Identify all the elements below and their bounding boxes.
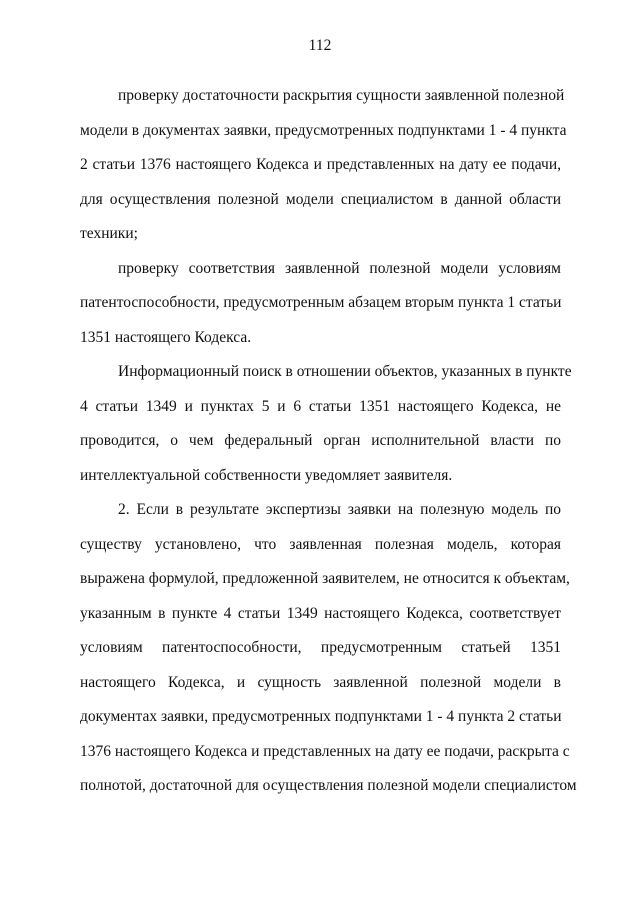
text-line: 4 статьи 1349 и пунктах 5 и 6 статьи 1351 настоящего Кодекса, не: [80, 398, 561, 415]
text-line: проверку соответствия заявленной полезной модели условиям: [118, 260, 561, 277]
text-line: существу установлено, что заявленная полезная модель, которая: [80, 536, 561, 553]
page-number: 112: [308, 37, 332, 54]
text-line: указанным в пункте 4 статьи 1349 настоящего Кодекса, соответствует: [80, 605, 561, 622]
text-line: условиям патентоспособности, предусмотренным статьей 1351: [80, 639, 561, 656]
text-line: 2. Если в результате экспертизы заявки на полезную модель по: [118, 501, 561, 518]
text-line: Информационный поиск в отношении объектов, указанных в пункте: [118, 363, 572, 380]
text-line: проверку достаточности раскрытия сущности заявленной полезной: [118, 87, 565, 104]
text-line: патентоспособности, предусмотренным абзацем вторым пункта 1 статьи: [80, 294, 562, 311]
text-line: настоящего Кодекса, и сущность заявленной полезной модели в: [80, 674, 561, 691]
text-line: проводится, о чем федеральный орган исполнительной власти по: [80, 432, 561, 449]
text-line: для осуществления полезной модели специалистом в данной области: [80, 191, 561, 208]
text-line: 1376 настоящего Кодекса и представленных на дату ее подачи, раскрыта с: [80, 743, 570, 760]
text-line: полнотой, достаточной для осуществления полезной модели специалистом: [80, 777, 577, 794]
text-line: модели в документах заявки, предусмотренных подпунктами 1 - 4 пункта: [80, 122, 567, 139]
text-line: 2 статьи 1376 настоящего Кодекса и представленных на дату ее подачи,: [80, 156, 561, 173]
text-line: интеллектуальной собственности уведомляет заявителя.: [80, 467, 453, 484]
text-line: документах заявки, предусмотренных подпунктами 1 - 4 пункта 2 статьи: [80, 708, 562, 725]
text-line: 1351 настоящего Кодекса.: [80, 329, 252, 346]
text-line: выражена формулой, предложенной заявителем, не относится к объектам,: [80, 570, 570, 587]
text-line: техники;: [80, 225, 138, 242]
